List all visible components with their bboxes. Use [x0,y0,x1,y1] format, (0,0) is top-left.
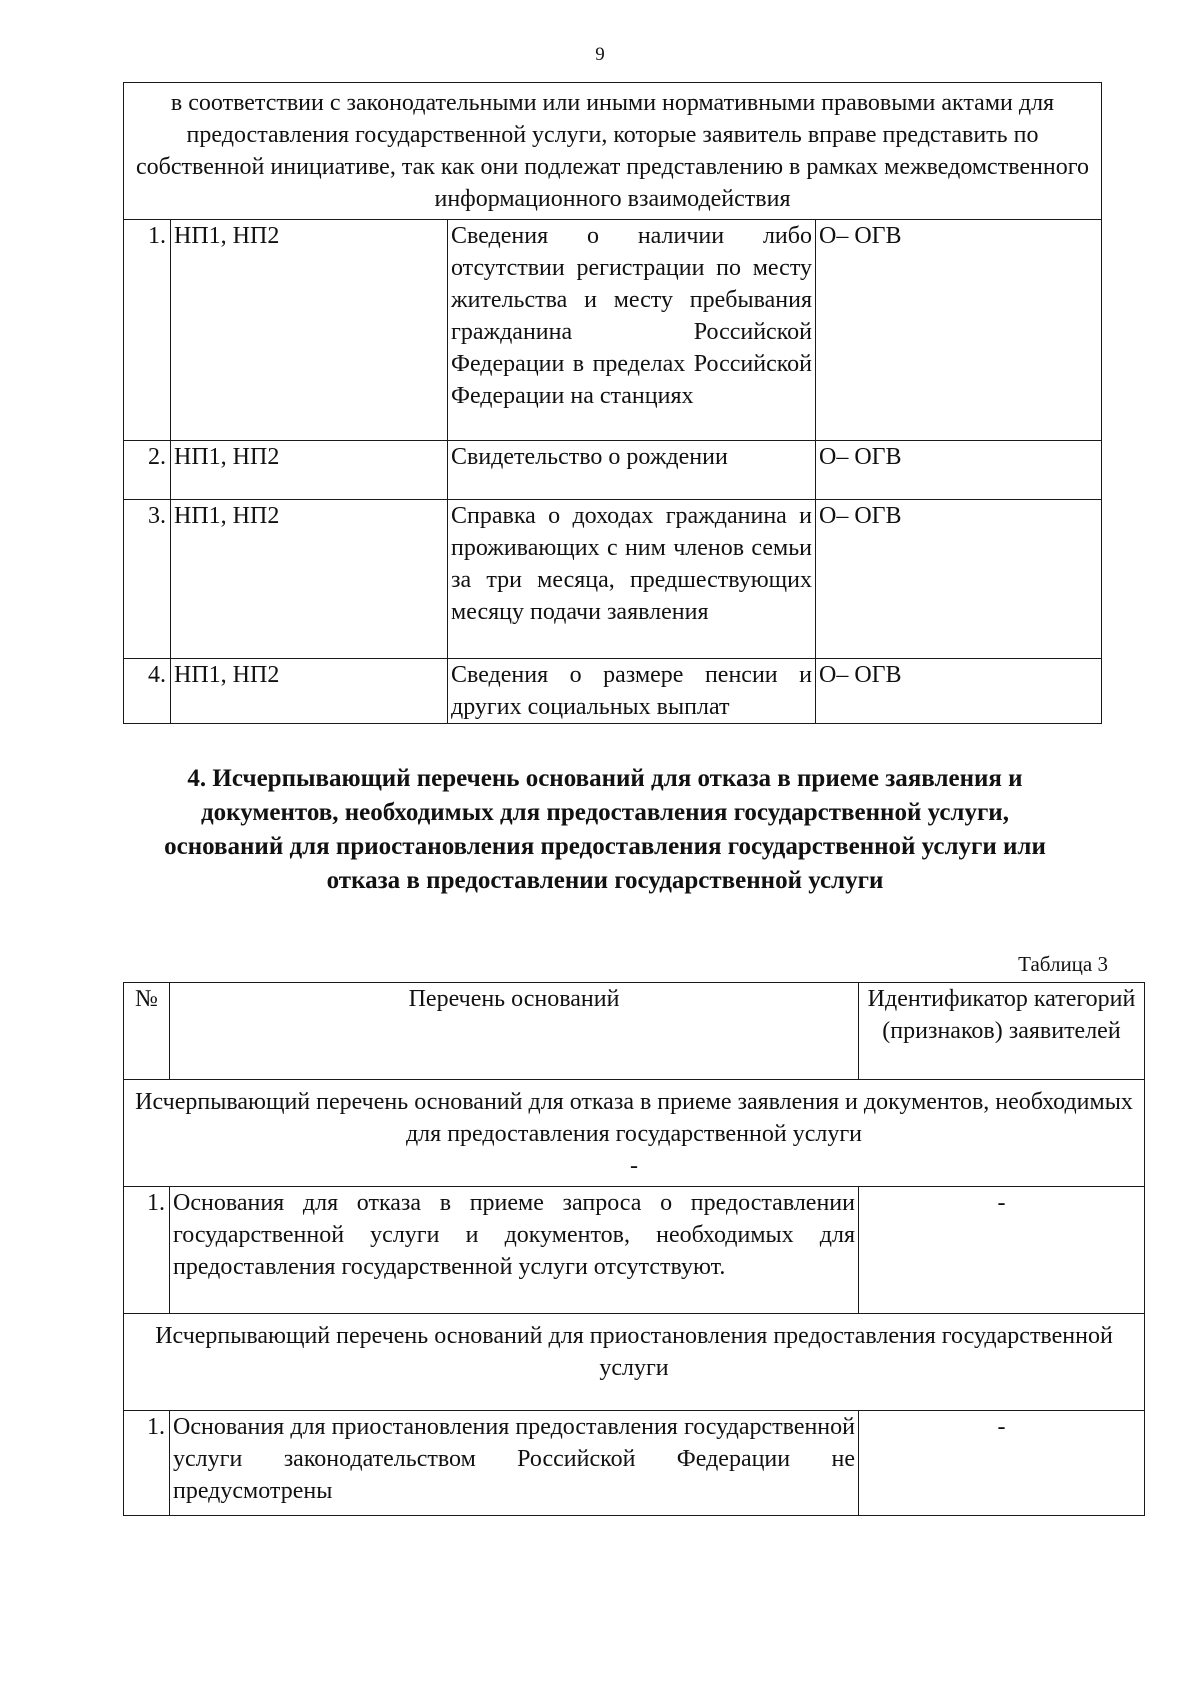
row-number: 1. [124,1187,170,1314]
row-number: 4. [124,659,171,724]
row-number: 1. [124,1411,170,1516]
table-row [124,220,1102,441]
table-header-row [124,983,1145,1080]
column-header-identifier: Идентификатор категорий (признаков) заявителей [859,983,1145,1080]
document-source: О– ОГВ [816,441,1102,500]
table-section-header: в соответствии с законодательными или иными нормативными правовыми актами для предоставления государственной услуги, которые заявитель вправе представить по собственной инициативе, так как они подлежат представлению в рамках межведомственного информационного взаимодействия [124,83,1102,220]
table-caption: Таблица 3 [1018,952,1108,976]
document-name: Сведения о размере пенсии и других социальных выплат [448,659,816,724]
applicant-codes: НП1, НП2 [171,500,448,659]
table-row [124,441,1102,500]
table-row [124,659,1102,724]
row-number: 2. [124,441,171,500]
documents-table [123,82,1102,724]
document-source: О– ОГВ [816,500,1102,659]
group-header-row [124,1314,1145,1411]
document-name: Сведения о наличии либо отсутствии регистрации по месту жительства и месту пребывания гражданина Российской Федерации в пределах Российской Федерации на станциях [448,220,816,441]
row-number: 1. [124,220,171,441]
applicant-codes: НП1, НП2 [171,441,448,500]
section-heading: 4. Исчерпывающий перечень оснований для отказа в приеме заявления и документов, необходимых для предоставления государственной услуги, оснований для приостановления предоставления государственной услуги или отказа в предоставлении государственной услуги [164,765,1046,894]
group-header-suspension: Исчерпывающий перечень оснований для приостановления предоставления государственной услуги [124,1314,1145,1411]
column-header-number: № [124,983,170,1080]
table-row [124,1187,1145,1314]
table-section-header-row [124,83,1102,220]
grounds-text: Основания для приостановления предоставления государственной услуги законодательством Российской Федерации не предусмотрены [170,1411,859,1516]
row-number: 3. [124,500,171,659]
applicant-identifier: - [859,1411,1145,1516]
group-header-refusal [124,1080,1145,1187]
column-header-grounds: Перечень оснований [170,983,859,1080]
document-name: Справка о доходах гражданина и проживающих с ним членов семьи за три месяца, предшествующих месяцу подачи заявления [448,500,816,659]
applicant-identifier: - [859,1187,1145,1314]
grounds-text: Основания для отказа в приеме запроса о предоставлении государственной услуги и документов, необходимых для предоставления государственной услуги отсутствуют. [170,1187,859,1314]
document-source: О– ОГВ [816,659,1102,724]
applicant-codes: НП1, НП2 [171,220,448,441]
document-name: Свидетельство о рождении [448,441,816,500]
group-title: Исчерпывающий перечень оснований для отказа в приеме заявления и документов, необходимых для предоставления государственной услуги [135,1089,1133,1147]
applicant-codes: НП1, НП2 [171,659,448,724]
table-row [124,1411,1145,1516]
page-number: 9 [595,44,605,65]
table-row [124,500,1102,659]
group-header-row [124,1080,1145,1187]
grounds-table [123,982,1145,1516]
document-source: О– ОГВ [816,220,1102,441]
group-note: - [630,1153,638,1179]
